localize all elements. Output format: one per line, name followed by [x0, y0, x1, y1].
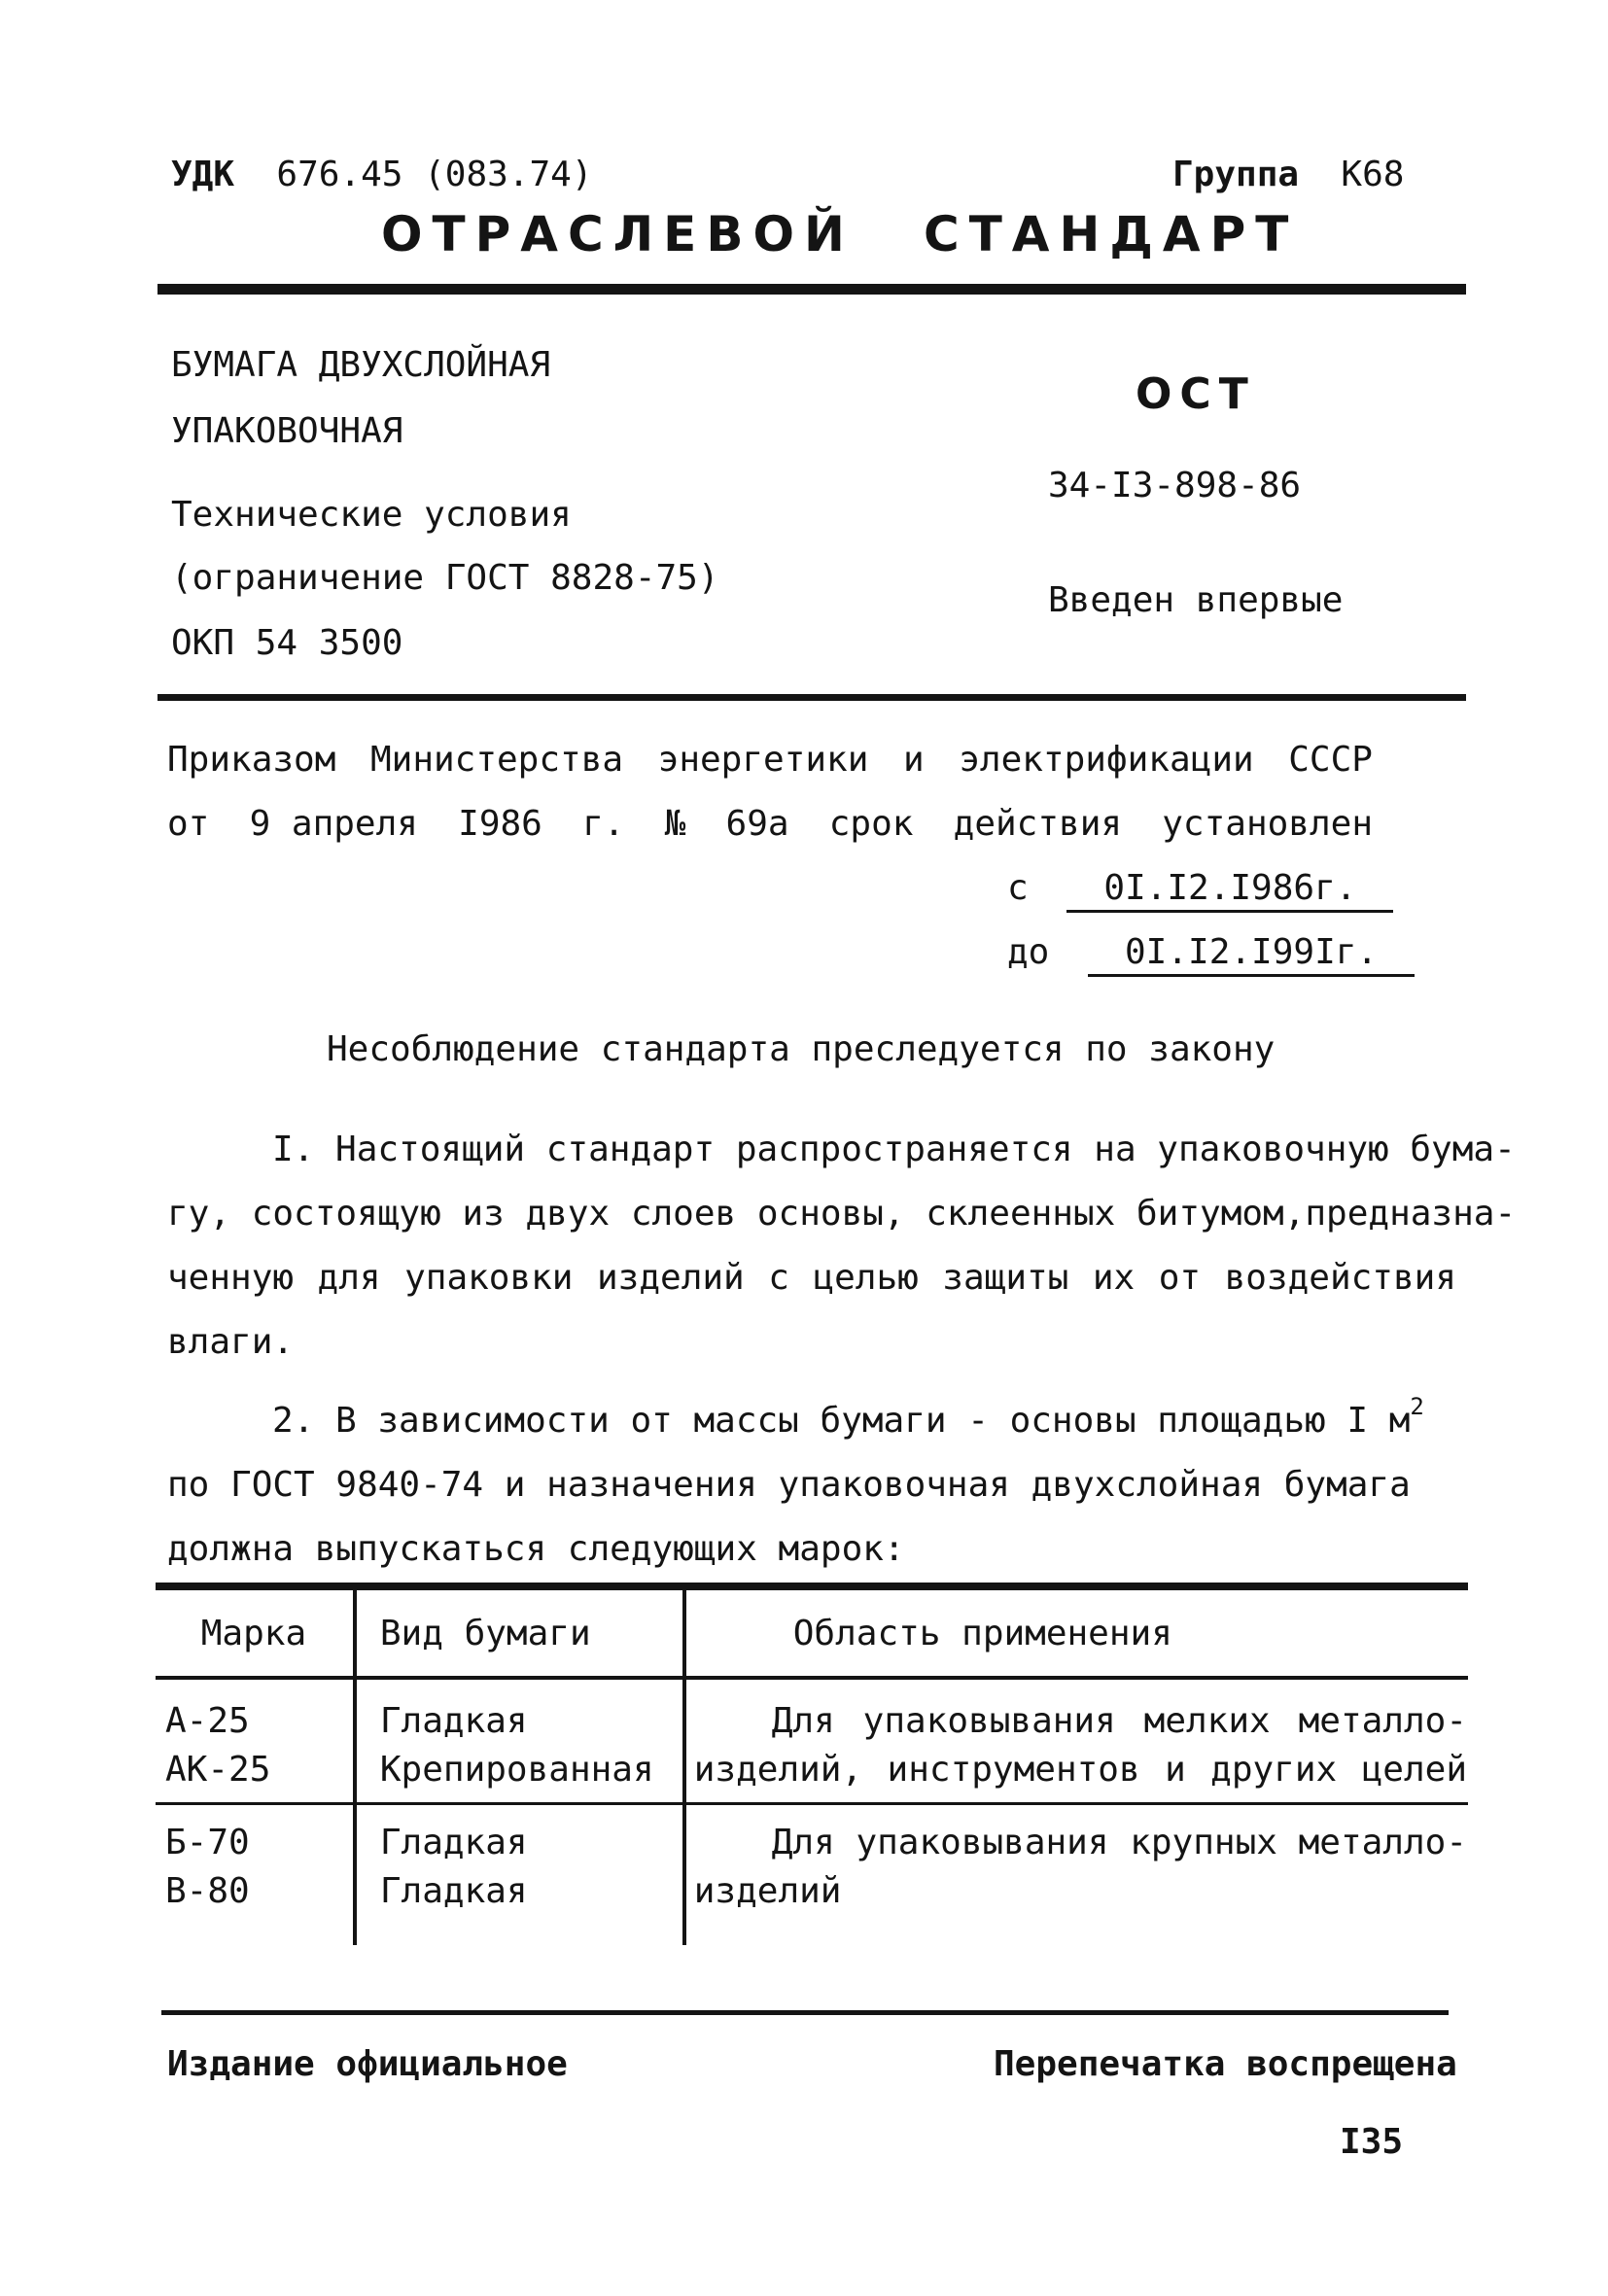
footer-rule: [161, 2010, 1449, 2015]
order-line2: [167, 803, 1373, 846]
order-word: действия: [953, 804, 1123, 844]
group: [1172, 154, 1404, 196]
application-cell: [684, 1804, 1468, 1946]
order-word: №: [664, 804, 686, 844]
reprint-prohibited: Перепечатка воспрещена: [994, 2044, 1457, 2084]
application-text: изделий, инструментов и других целей: [693, 1750, 1467, 1790]
order-word: Приказом: [167, 740, 336, 780]
from-date: 0I.I2.I986г.: [1066, 867, 1393, 913]
column-header-application: Область применения: [684, 1590, 1468, 1678]
udk-value: 676.45 (083.74): [276, 155, 593, 194]
order-word: 9 апреля: [249, 804, 418, 844]
group-value: К68: [1341, 155, 1405, 194]
page-number: I35: [1340, 2122, 1404, 2162]
table-row: [156, 1804, 1468, 1946]
official-edition: Издание официальное: [167, 2044, 568, 2084]
paragraph-2: [167, 1374, 1456, 1582]
restriction: (ограничение ГОСТ 8828-75): [171, 558, 719, 598]
ost-label: ОСТ: [1136, 369, 1256, 419]
udk-label: УДК: [171, 155, 235, 194]
application-text: Для упаковывания крупных металло-: [771, 1823, 1467, 1862]
paragraph-line: гу, состоящую из двух слоев основы, склеенных битумом,предназна-: [167, 1194, 1517, 1234]
paper-type: Гладкая: [379, 1823, 528, 1862]
grades-table: [156, 1590, 1468, 1945]
table-row: [156, 1678, 1468, 1804]
order-word: энергетики: [657, 740, 869, 780]
paper-type-cell: [355, 1678, 684, 1804]
order-word: СССР: [1288, 740, 1373, 780]
paragraph-line: по ГОСТ 9840-74 и назначения упаковочная двухслойная бумага: [167, 1465, 1411, 1505]
paper-type: Гладкая: [379, 1871, 528, 1911]
superscript: 2: [1410, 1393, 1424, 1420]
heading-left: ОТРАСЛЕВОЙ: [381, 206, 855, 262]
paper-type: Гладкая: [379, 1701, 528, 1741]
validity-from: [1007, 867, 1393, 913]
grade: А-25: [165, 1701, 250, 1741]
header-rule: [157, 284, 1466, 295]
group-label: Группа: [1172, 155, 1300, 194]
udk: [171, 154, 593, 196]
paragraph-line: должна выпускаться следующих марок:: [167, 1529, 905, 1569]
column-header-paper-type: Вид бумаги: [355, 1590, 684, 1678]
subtitle: Технические условия: [171, 495, 572, 535]
paper-type-cell: [355, 1804, 684, 1946]
paragraph-line: влаги.: [167, 1322, 295, 1362]
grade: АК-25: [165, 1750, 271, 1790]
legal-notice: Несоблюдение стандарта преследуется по закону: [327, 1029, 1276, 1069]
heading-right: СТАНДАРТ: [924, 206, 1299, 262]
order-word: 69а: [725, 804, 789, 844]
grade-cell: [156, 1678, 355, 1804]
order-word: I986: [458, 804, 542, 844]
table-header-row: [156, 1590, 1468, 1678]
paper-type: Крепированная: [379, 1750, 654, 1790]
paragraph-line: I. Настоящий стандарт распространяется на упаковочную бума-: [272, 1130, 1516, 1169]
paragraph-line-text: 2. В зависимости от массы бумаги - основы площадью I м: [272, 1401, 1411, 1441]
grade: В-80: [165, 1871, 250, 1911]
introduced-note: Введен впервые: [1048, 580, 1344, 620]
paragraph-1: [167, 1118, 1517, 1374]
title-line2: УПАКОВОЧНАЯ: [171, 411, 403, 451]
table-top-rule: [156, 1583, 1468, 1590]
grade-cell: [156, 1804, 355, 1946]
paragraph-line: [167, 1374, 1456, 1453]
paragraph-line: ченную для упаковки изделий с целью защиты их от воздействия: [167, 1258, 1456, 1298]
from-label: с: [1007, 868, 1029, 908]
order-word: Министерства: [369, 740, 624, 780]
to-label: до: [1007, 932, 1050, 972]
validity-to: [1007, 931, 1415, 977]
application-text: изделий: [693, 1871, 842, 1911]
title-line1: БУМАГА ДВУХСЛОЙНАЯ: [171, 345, 551, 385]
order-word: г.: [582, 804, 625, 844]
order-word: установлен: [1162, 804, 1373, 844]
order-word: срок: [828, 804, 914, 844]
order-word: от: [167, 804, 210, 844]
title-rule: [157, 694, 1466, 701]
okp-code: ОКП 54 3500: [171, 623, 403, 663]
order-line1: [167, 739, 1373, 782]
ost-number: 34-I3-898-86: [1048, 466, 1302, 505]
to-date: 0I.I2.I99Iг.: [1088, 931, 1415, 977]
grade: Б-70: [165, 1823, 250, 1862]
order-word: электрификации: [959, 740, 1254, 780]
application-text: Для упаковывания мелких металло-: [771, 1701, 1467, 1741]
order-word: и: [902, 740, 925, 780]
column-header-grade: Марка: [156, 1590, 355, 1678]
application-cell: [684, 1678, 1468, 1804]
